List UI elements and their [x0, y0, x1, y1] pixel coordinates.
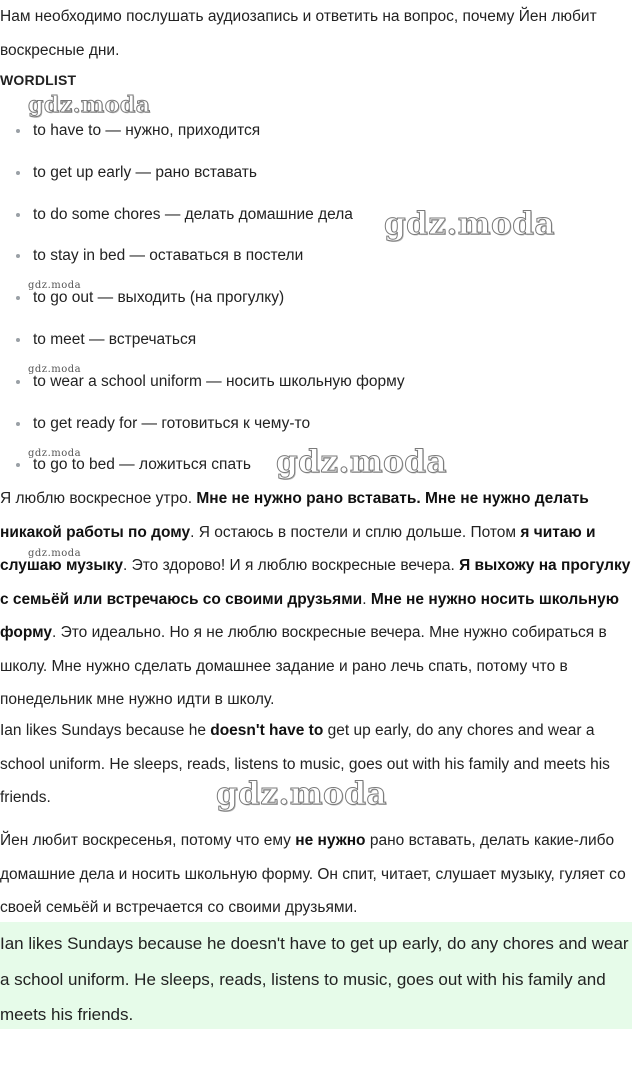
bold-run: я читаю и слушаю музыку	[0, 523, 596, 574]
wordlist-item: to go out — выходить (на прогулку)	[0, 275, 632, 317]
wordlist-item: to get ready for — готовиться к чему-то	[0, 401, 632, 443]
watermark-logo: gdz.moda	[28, 280, 82, 291]
text-run: . Я остаюсь в постели и сплю дольше. Потом	[190, 523, 521, 541]
text-run: Я люблю воскресное утро.	[0, 490, 197, 507]
text-run: Йен любит воскресенья, потому что ему	[0, 832, 296, 849]
wordlist-item: to have to — нужно, приходится	[0, 108, 632, 150]
wordlist-item: to do some chores — делать домашние дела	[0, 192, 632, 234]
watermark-logo: gdz.moda	[216, 776, 387, 812]
wordlist-item: to get up early — рано вставать	[0, 150, 632, 192]
russian-translation	[0, 482, 632, 717]
text-run: Ian likes Sundays because he	[0, 722, 211, 739]
watermark-logo: gdz.moda	[28, 448, 82, 459]
wordlist	[0, 108, 632, 484]
text-run: . Это здорово! И я люблю воскресные вечера.	[122, 557, 460, 574]
wordlist-item: to meet — встречаться	[0, 317, 632, 359]
text-run: рано вставать, делать какие-либо домашние дела и носить школьную форму. Он спит, читает, слушает музыку, гуляет со своей семьёй и встречается со своими друзьями.	[0, 832, 626, 916]
watermark-logo: gdz.moda	[28, 548, 82, 559]
watermark-logo: gdz.moda	[276, 444, 447, 480]
intro-text: Нам необходимо послушать аудиозапись и ответить на вопрос, почему Йен любит воскресные дни.	[0, 8, 597, 59]
bold-run: не нужно	[295, 832, 366, 849]
watermark-logo: gdz.moda	[28, 92, 151, 118]
answer-box: Ian likes Sundays because he doesn't have to get up early, do any chores and wear a school uniform. He sleeps, reads, listens to music, goes out with his family and meets his friends.	[0, 922, 632, 1029]
watermark-logo: gdz.moda	[384, 206, 555, 242]
text-run: .	[362, 590, 371, 608]
watermark-logo: gdz.moda	[28, 364, 82, 375]
bold-run: Мне не нужно носить школьную форму	[0, 590, 619, 641]
bold-run: doesn't have to	[210, 722, 324, 739]
wordlist-item: to go to bed — ложиться спать	[0, 442, 632, 484]
wordlist-item: to stay in bed — оставаться в постели	[0, 233, 632, 275]
wordlist-item: to wear a school uniform — носить школьную форму	[0, 359, 632, 401]
text-run: . Это идеально. Но я не люблю воскресные вечера. Мне нужно собираться в школу. Мне нужно сделать домашнее задание и рано лечь спать, потому что в понедельник мне нужно идти в школу.	[0, 624, 607, 708]
text-run: get up early, do any chores and wear a school uniform. He sleeps, reads, listens to music, goes out with his family and meets his friends.	[0, 722, 610, 806]
wordlist-heading: WORDLIST	[0, 72, 77, 88]
bold-run: Я выхожу на прогулку с семьёй или встречаюсь со своими друзьями	[0, 557, 631, 608]
bold-run: Мне не нужно рано вставать. Мне не нужно делать никакой работы по дому	[0, 490, 589, 541]
russian-answer	[0, 824, 632, 925]
